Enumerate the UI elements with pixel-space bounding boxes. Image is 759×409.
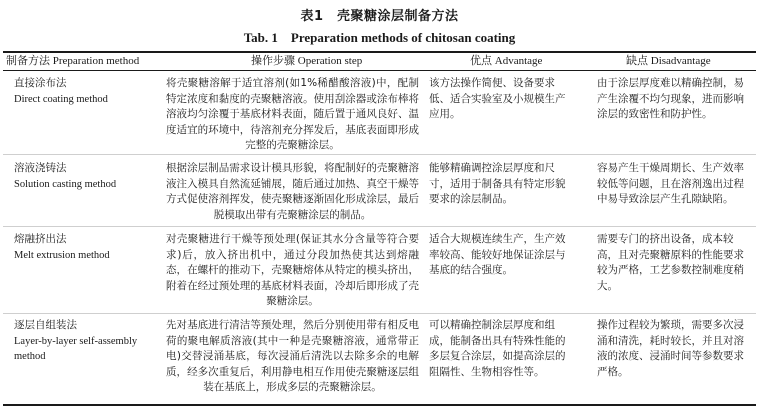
disadvantage-cell: 由于涂层厚度难以精确控制，易产生涂覆不均匀现象，进而影响涂层的致密性和防护性。	[597, 77, 744, 120]
disadvantage-cell: 操作过程较为繁琐，需要多次浸涌和清洗，耗时较长，并且对溶液的浓度、浸涌时间等参数要求严格。	[597, 319, 744, 378]
method-name-cn: 逐层自组装法	[14, 319, 77, 331]
method-name-en: Melt extrusion method	[14, 249, 110, 261]
disadvantage-cell: 需要专门的挤出设备，成本较高，且对壳聚糖原料的性能要求较为严格，工艺参数控制难度稍大。	[597, 233, 744, 292]
advantage-cell: 该方法操作简便、设备要求低、适合实验室及小规模生产应用。	[429, 77, 566, 120]
header-step: 操作步骤 Operation step	[251, 55, 363, 67]
header-rule	[3, 70, 756, 71]
method-cell	[14, 76, 164, 107]
advantage-cell: 适合大规模连续生产，生产效率较高、能较好地保证涂层与基底的结合强度。	[429, 233, 566, 276]
row-separator	[3, 154, 756, 155]
step-cell: 将壳聚糖溶解于适宜溶剂(如1%稀醋酸溶液)中，配制特定浓度和黏度的壳聚糖溶液。使用刮涂器或涂布棒将溶液均匀涂覆于基底材料表面，随后置于通风良好、温度适宜的环境中，待溶剂充分挥发后，基底表面即形成完整的壳聚糖涂层。	[166, 77, 419, 151]
advantage-cell: 可以精确控制涂层厚度和组成，能制备出具有特殊性能的多层复合涂层，如提高涂层的阻隔性、生物相容性等。	[429, 319, 566, 378]
method-name-en: Layer-by-layer self-assembly method	[14, 335, 138, 362]
row-separator	[3, 313, 756, 314]
method-name-en: Solution casting method	[14, 178, 117, 190]
method-name-cn: 熔融挤出法	[14, 233, 67, 245]
method-cell	[14, 161, 164, 192]
advantage-cell: 能够精确调控涂层厚度和尺寸，适用于制备具有特定形貌要求的涂层制品。	[429, 162, 566, 205]
method-name-cn: 溶液浇铸法	[14, 162, 67, 174]
method-name-cn: 直接涂布法	[14, 77, 67, 89]
disadvantage-cell: 容易产生干燥周期长、生产效率较低等问题，且在溶剂逸出过程中易导致涂层产生孔隙缺陷。	[597, 162, 744, 205]
method-name-en: Direct coating method	[14, 93, 108, 105]
step-cell: 根据涂层制品需求设计模具形貌，将配制好的壳聚糖溶液注入模具自然流延铺展，随后通过加热、真空干燥等方式促使溶剂挥发，使壳聚糖逐渐固化形成涂层，最后脱模取出带有壳聚糖涂层的制品。	[166, 162, 419, 221]
bottom-rule	[3, 404, 756, 406]
header-method: 制备方法 Preparation method	[6, 55, 140, 67]
header-disadvantage: 缺点 Disadvantage	[626, 55, 711, 67]
table-caption-en: Tab. 1 Preparation methods of chitosan coating	[243, 30, 516, 45]
step-cell: 对壳聚糖进行干燥等预处理(保证其水分含量等符合要求)后，放入挤出机中，通过分段加热使其达到熔融态，在螺杆的推动下，壳聚糖熔体从特定的模头挤出，附着在经过预处理的基底材料表面，冷却后即形成了壳聚糖涂层。	[166, 233, 419, 307]
step-cell: 先对基底进行清洁等预处理，然后分别使用带有相反电荷的聚电解质溶液(其中一种是壳聚糖溶液，通常带正电)交替浸涌基底，每次浸涌后清洗以去除多余的电解质，经多次重复后，利用静电相互作用使壳聚糖逐层组装在基底上，形成多层的壳聚糖涂层。	[166, 319, 419, 393]
row-separator	[3, 226, 756, 227]
method-cell	[14, 232, 164, 263]
table-caption-cn: 表1 壳聚糖涂层制备方法	[300, 9, 459, 24]
method-cell	[14, 318, 164, 365]
top-rule	[3, 51, 756, 53]
header-advantage: 优点 Advantage	[470, 55, 543, 67]
